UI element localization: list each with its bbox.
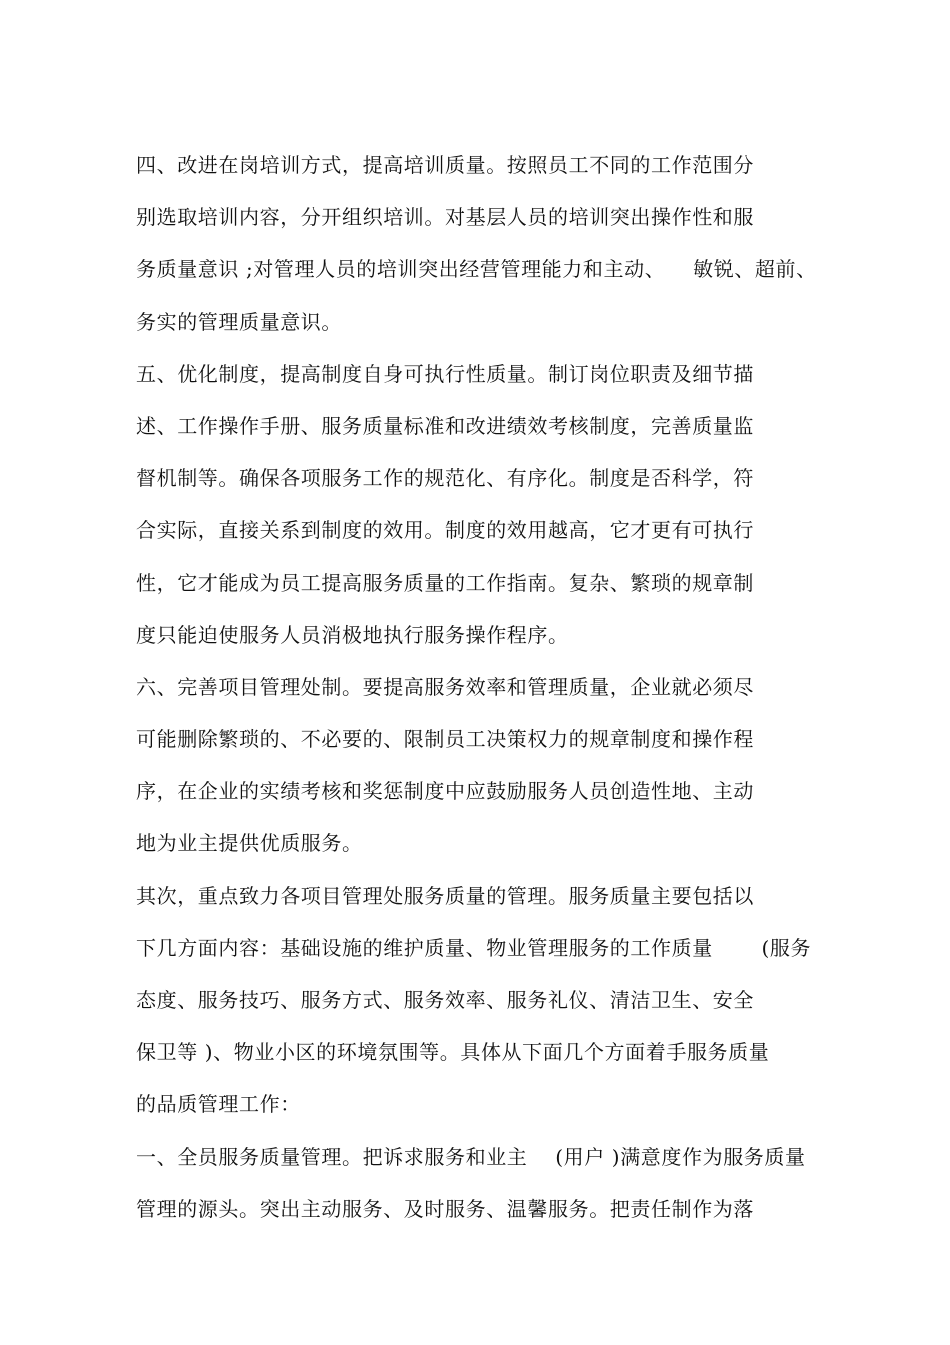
text-line: 的品质管理工作： — [136, 1092, 301, 1117]
text-line: 务实的管理质量意识。 — [136, 309, 342, 334]
text-line: 其次，重点致力各项目管理处服务质量的管理。服务质量主要包括以 — [136, 883, 754, 908]
body-text — [136, 148, 836, 1244]
text-line: 序，在企业的实绩考核和奖惩制度中应鼓励服务人员创造性地、主动 — [136, 779, 754, 804]
text-line: 督机制等。确保各项服务工作的规范化、有序化。制度是否科学，符 — [136, 466, 754, 491]
text-line: 务质量意识 ;对管理人员的培训突出经营管理能力和主动、 敏锐、超前、 — [136, 257, 817, 282]
text-line: 四、改进在岗培训方式，提高培训质量。按照员工不同的工作范围分 — [136, 153, 754, 177]
text-line: 地为业主提供优质服务。 — [136, 831, 363, 856]
text-line: 下几方面内容：基础设施的维护质量、物业管理服务的工作质量 (服务 — [136, 935, 812, 960]
text-line: 述、工作操作手册、服务质量标准和改进绩效考核制度，完善质量监 — [136, 413, 754, 438]
text-line: 别选取培训内容，分开组织培训。对基层人员的培训突出操作性和服 — [136, 205, 754, 230]
text-line: 度只能迫使服务人员消极地执行服务操作程序。 — [136, 622, 569, 647]
text-line: 管理的源头。突出主动服务、及时服务、温馨服务。把责任制作为落 — [136, 1196, 754, 1221]
text-line: 合实际，直接关系到制度的效用。制度的效用越高，它才更有可执行 — [136, 518, 754, 543]
text-line: 五、优化制度，提高制度自身可执行性质量。制订岗位职责及细节描 — [136, 361, 754, 386]
text-line: 六、完善项目管理处制。要提高服务效率和管理质量，企业就必须尽 — [136, 674, 754, 699]
text-line: 性，它才能成为员工提高服务质量的工作指南。复杂、繁琐的规章制 — [136, 570, 754, 595]
text-line: 可能删除繁琐的、不必要的、限制员工决策权力的规章制度和操作程 — [136, 727, 754, 752]
text-line: 保卫等 )、物业小区的环境氛围等。具体从下面几个方面着手服务质量 — [136, 1040, 770, 1065]
text-line: 态度、服务技巧、服务方式、服务效率、服务礼仪、清洁卫生、安全 — [136, 988, 754, 1012]
text-line: 一、全员服务质量管理。把诉求服务和业主 (用户 )满意度作为服务质量 — [136, 1144, 806, 1169]
